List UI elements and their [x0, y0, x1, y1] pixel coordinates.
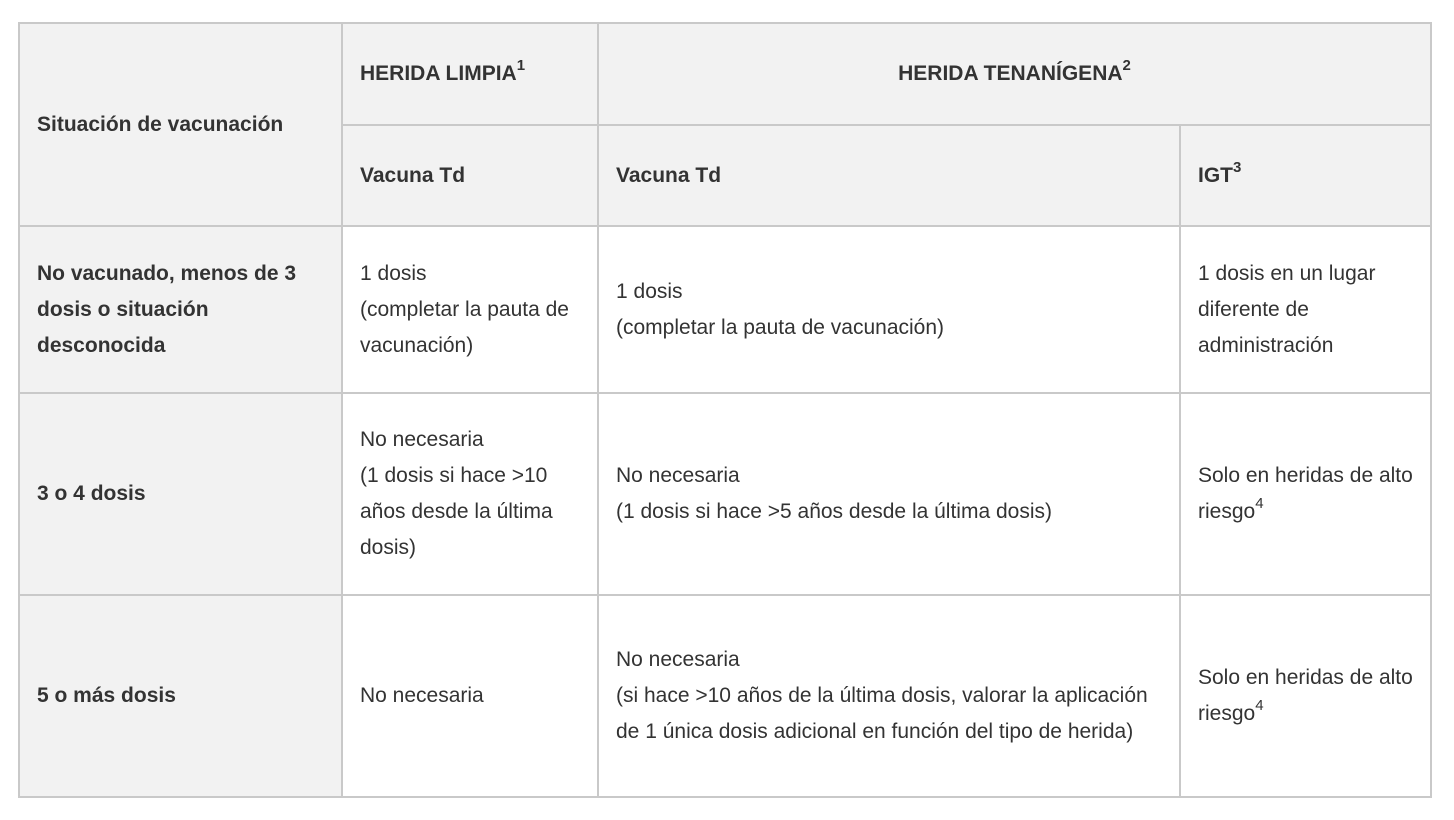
header-situation-label: Situación de vacunación	[37, 112, 284, 136]
header-tetanus-wound-label: HERIDA TENANÍGENA	[898, 62, 1123, 85]
cell-tetanus-vaccine	[598, 393, 1180, 595]
footnote-ref-3: 3	[1233, 158, 1242, 176]
header-situation	[19, 23, 342, 226]
row-situation-label: 5 o más dosis	[37, 684, 176, 707]
cell-text: 1 dosis en un lugar diferente de administración	[1198, 261, 1376, 357]
header-igt-label: IGT	[1198, 163, 1233, 187]
row-situation	[19, 393, 342, 595]
cell-tetanus-vaccine	[598, 595, 1180, 797]
cell-text: No necesaria	[360, 428, 484, 451]
vaccination-table	[18, 22, 1432, 798]
table-row	[19, 595, 1431, 797]
cell-igt	[1180, 595, 1431, 797]
cell-tetanus-vaccine	[598, 226, 1180, 393]
header-row-1	[19, 23, 1431, 125]
cell-text: No necesaria	[616, 464, 740, 487]
cell-text: 1 dosis	[616, 279, 683, 303]
cell-clean-vaccine	[342, 226, 598, 393]
cell-text: Solo en heridas de alto riesgo	[1198, 464, 1413, 523]
cell-clean-vaccine	[342, 595, 598, 797]
row-situation-label: 3 o 4 dosis	[37, 482, 146, 505]
header-clean-wound	[342, 23, 598, 125]
cell-text: 1 dosis	[360, 261, 427, 285]
cell-note: (completar la pauta de vacunación)	[616, 315, 945, 339]
cell-note: (1 dosis si hace >10 años desde la última dosis)	[360, 464, 553, 559]
row-situation-label: No vacunado, menos de 3 dosis o situación desconocida	[37, 261, 297, 357]
cell-clean-vaccine	[342, 393, 598, 595]
cell-text: Solo en heridas de alto riesgo	[1198, 666, 1413, 725]
header-clean-wound-label: HERIDA LIMPIA	[360, 62, 517, 85]
row-situation	[19, 595, 342, 797]
header-tetanus-vaccine-label: Vacuna Td	[616, 163, 722, 187]
cell-note: (completar la pauta de vacunación)	[360, 297, 569, 357]
cell-igt	[1180, 226, 1431, 393]
header-tetanus-wound	[598, 23, 1431, 125]
header-clean-vaccine-label: Vacuna Td	[360, 163, 466, 187]
footnote-ref-4: 4	[1255, 697, 1264, 714]
footnote-ref-4: 4	[1255, 495, 1264, 512]
row-situation	[19, 226, 342, 393]
table-row	[19, 393, 1431, 595]
footnote-ref-2: 2	[1122, 57, 1131, 74]
cell-igt	[1180, 393, 1431, 595]
header-clean-vaccine	[342, 125, 598, 226]
header-igt	[1180, 125, 1431, 226]
cell-note: (si hace >10 años de la última dosis, valorar la aplicación de 1 única dosis adicional en función del tipo de herida)	[616, 684, 1148, 743]
header-tetanus-vaccine	[598, 125, 1180, 226]
table-row	[19, 226, 1431, 393]
cell-text: No necesaria	[616, 648, 740, 671]
cell-note: (1 dosis si hace >5 años desde la última dosis)	[616, 500, 1052, 523]
footnote-ref-1: 1	[516, 57, 526, 74]
cell-text: No necesaria	[360, 684, 484, 707]
